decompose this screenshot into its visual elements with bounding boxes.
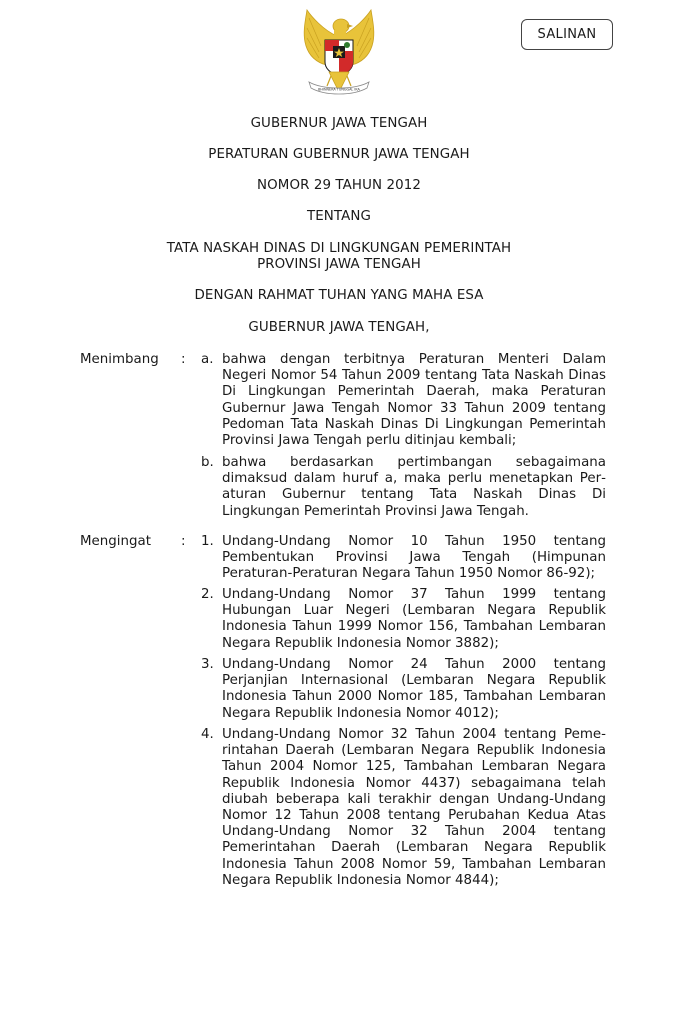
menimbang-label: Menimbang <box>80 352 159 367</box>
item-text: bahwa dengan terbitnya Peraturan Menteri Dalam Negeri Nomor 54 Tahun 2009 tentang Tata Naskah Dinas Di Lingkungan Pemerintah Daerah, maka Peraturan Gubernur Jawa Tengah Nomor 33 Tahun 2009 tentang Pedoman Tata Naskah Dinas Di Lingkungan Pemerintah Provinsi Jawa Tengah perlu ditinjau kembali; <box>222 352 606 449</box>
subject-line-1: TATA NASKAH DINAS DI LINGKUNGAN PEMERINTAH <box>166 241 512 256</box>
item-text: Undang-Undang Nomor 24 Tahun 2000 tentang Perjanjian Internasional (Lembaran Negara Republik Indonesia Tahun 2000 Nomor 185, Tambahan Lembaran Negara Republik Indonesia Nomor 4012); <box>222 657 606 721</box>
mengingat-colon: : <box>181 534 186 549</box>
item-number: 1. <box>201 534 214 549</box>
item-number: a. <box>201 352 214 367</box>
garuda-emblem-icon <box>293 6 385 100</box>
mengingat-item-1 <box>201 534 606 583</box>
menimbang-item-b <box>201 455 606 520</box>
issuer-heading: GUBERNUR JAWA TENGAH <box>250 116 428 131</box>
item-text: bahwa berdasarkan pertimbangan sebagaimana dimaksud dalam huruf a, maka perlu menetapkan Peraturan Gubernur tentang Tata Naskah Dinas Di Lingkungan Pemerintah Provinsi Jawa Tengah. <box>222 455 606 519</box>
about-label: TENTANG <box>306 209 372 224</box>
regulation-type-heading: PERATURAN GUBERNUR JAWA TENGAH <box>208 147 470 162</box>
mengingat-item-4 <box>201 727 606 889</box>
menimbang-colon: : <box>181 352 186 367</box>
item-text: Undang-Undang Nomor 37 Tahun 1999 tentang Hubungan Luar Negeri (Lembaran Negara Republik Indonesia Tahun 1999 Nomor 156, Tambahan Lembaran Negara Republik Indonesia Nomor 3882); <box>222 587 606 651</box>
salinan-stamp: SALINAN <box>521 19 613 50</box>
item-text: Undang-Undang Nomor 32 Tahun 2004 tentang Pemerintahan Daerah (Lembaran Negara Republik Indonesia Tahun 2004 Nomor 125, Tambahan Lembaran Negara Republik Indonesia Nomor 4437) sebagaimana telah diubah beberapa kali terakhir dengan Undang-Undang Nomor 12 Tahun 2008 tentang Perubahan Kedua Atas Undang-Undang Nomor 32 Tahun 2004 tentang Pemerintahan Daerah (Lembaran Negara Republik Indonesia Tahun 2008 Nomor 59, Tambahan Lembaran Negara Republik Indonesia Nomor 4844); <box>222 727 606 888</box>
issuer-signature-heading: GUBERNUR JAWA TENGAH, <box>248 320 430 335</box>
subject-line-2: PROVINSI JAWA TENGAH <box>257 257 421 272</box>
mengingat-item-2 <box>201 587 606 652</box>
item-number: 4. <box>201 727 214 742</box>
item-number: b. <box>201 455 214 470</box>
invocation: DENGAN RAHMAT TUHAN YANG MAHA ESA <box>194 288 484 303</box>
regulation-number: NOMOR 29 TAHUN 2012 <box>257 178 421 193</box>
item-number: 3. <box>201 657 214 672</box>
svg-text:BHINNEKA TUNGGAL IKA: BHINNEKA TUNGGAL IKA <box>318 87 360 92</box>
mengingat-label: Mengingat <box>80 534 151 549</box>
item-text: Undang-Undang Nomor 10 Tahun 1950 tentang Pembentukan Provinsi Jawa Tengah (Himpunan Peraturan-Peraturan Negara Tahun 1950 Nomor 86-92); <box>222 534 606 582</box>
menimbang-item-a <box>201 352 606 449</box>
item-number: 2. <box>201 587 214 602</box>
mengingat-item-3 <box>201 657 606 722</box>
